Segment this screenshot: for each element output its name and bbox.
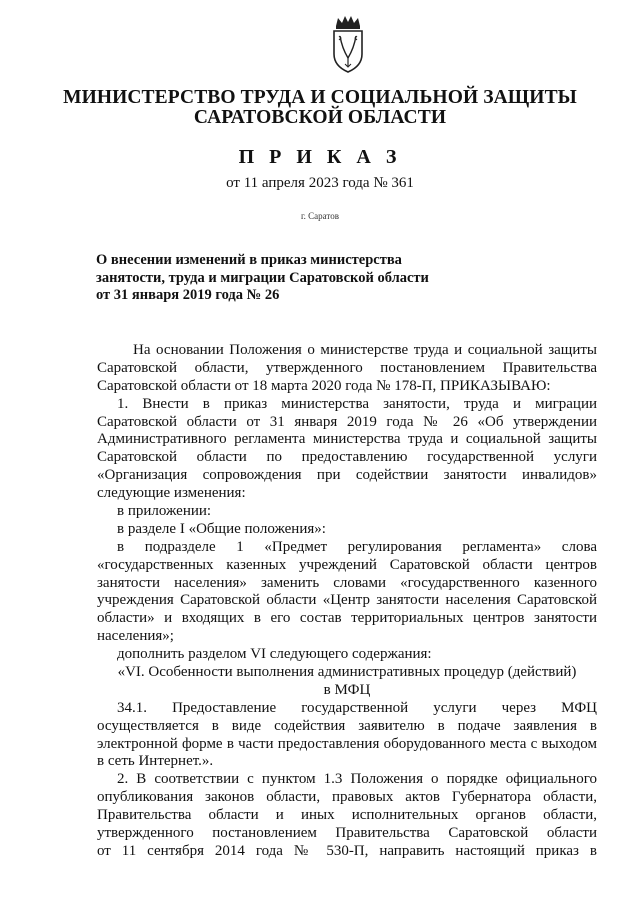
body-line: занятости населения» заменить словами «государственного казенного <box>97 574 597 591</box>
body-line: области» и входящих в его состав территориальных центров занятости <box>97 610 597 627</box>
order-date-number: от 11 апреля 2023 года № 361 <box>226 175 414 191</box>
body-line: утвержденного постановлением Правительства Саратовской области <box>97 825 597 842</box>
body-line: Саратовской области, утвержденного постановлением Правительства <box>97 359 597 376</box>
body-line: электронной форме в части предоставления оборудованного места с выходом <box>97 735 597 752</box>
body-line: 2. В соответствии с пунктом 1.3 Положения о порядке официального <box>117 771 597 788</box>
ministry-heading <box>0 88 640 128</box>
body-line: Саратовской области от 18 марта 2020 года № 178-П, ПРИКАЗЫВАЮ: <box>97 377 551 394</box>
body-line: «VI. Особенности выполнения административных процедур (действий) <box>117 664 577 681</box>
ministry-heading-line: САРАТОВСКОЙ ОБЛАСТИ <box>193 107 447 128</box>
subject-line: О внесении изменений в приказ министерства <box>96 252 402 268</box>
coat-of-arms-emblem <box>328 14 368 76</box>
body-line: осуществляется в виде содействия заявителю в подаче заявления в <box>97 717 597 734</box>
subject-line: от 31 января 2019 года № 26 <box>96 287 280 303</box>
order-subject <box>96 252 476 305</box>
body-line: Правительства области и иных исполнительных органов области, <box>97 807 597 824</box>
saratov-coat-of-arms-icon <box>328 14 368 76</box>
body-line: Саратовской области от 31 января 2019 года № 26 «Об утверждении <box>97 413 597 430</box>
body-line: от 11 сентября 2014 года № 530-П, направить настоящий приказ в <box>97 842 597 859</box>
ministry-heading-line: МИНИСТЕРСТВО ТРУДА И СОЦИАЛЬНОЙ ЗАЩИТЫ <box>63 87 577 108</box>
body-line: Саратовской области по предоставлению государственной услуги <box>97 449 597 466</box>
body-line: в разделе I «Общие положения»: <box>117 520 326 537</box>
body-line: дополнить разделом VI следующего содержания: <box>117 646 432 663</box>
body-line: населения»; <box>97 628 174 645</box>
body-line: учреждения Саратовской области «Центр занятости населения Саратовской <box>97 592 597 609</box>
body-line: опубликования законов области, правовых актов Губернатора области, <box>97 789 597 806</box>
body-line: следующие изменения: <box>97 485 246 502</box>
body-line: «государственных казенных учреждений Саратовской области центров <box>97 556 597 573</box>
body-line: в сеть Интернет.». <box>97 753 214 770</box>
body-line: Административного регламента министерства труда и социальной защиты <box>97 431 597 448</box>
body-line: в МФЦ <box>323 681 371 698</box>
body-line: На основании Положения о министерстве труда и социальной защиты <box>133 342 597 358</box>
body-line: 34.1. Предоставление государственной услуги через МФЦ <box>117 699 597 716</box>
body-line: в подразделе 1 «Предмет регулирования регламента» слова <box>117 538 597 555</box>
body-line: 1. Внести в приказ министерства занятости, труда и миграции <box>117 395 597 412</box>
order-body <box>97 342 597 861</box>
body-line: в приложении: <box>117 503 212 520</box>
body-line: «Организация сопровождения при содействии занятости инвалидов» <box>97 467 597 484</box>
order-city: г. Саратов <box>301 211 339 221</box>
subject-line: занятости, труда и миграции Саратовской области <box>96 269 429 286</box>
order-title: П Р И К А З <box>238 146 402 168</box>
